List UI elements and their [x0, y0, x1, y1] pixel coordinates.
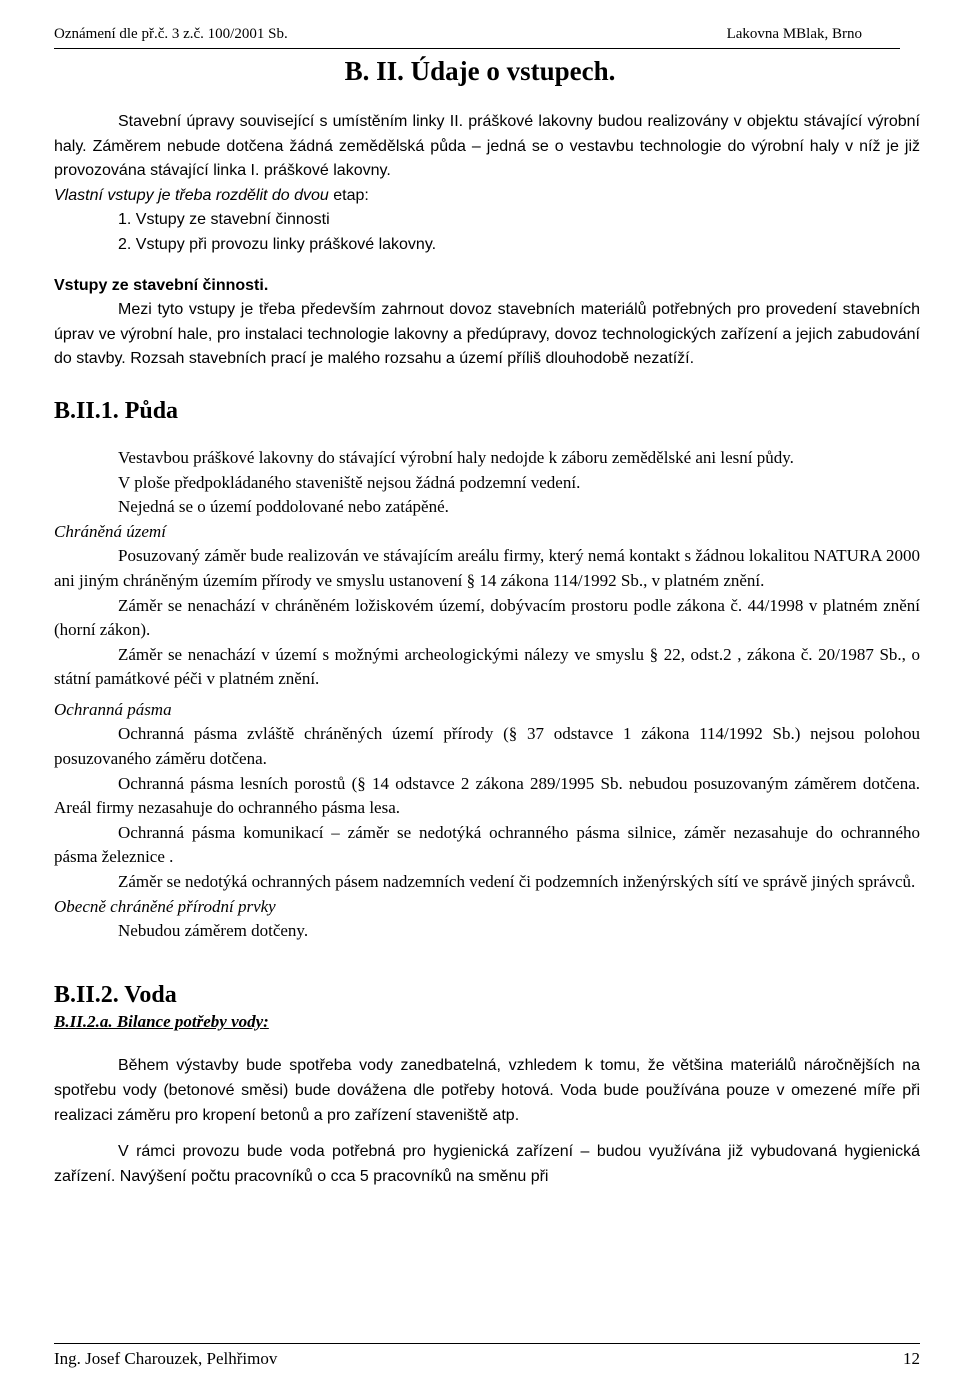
- intro-paragraph: Stavební úpravy související s umístěním linky II. práškové lakovny budou realizovány v objektu stávající výrobní haly. Záměrem nebude dotčena žádná zemědělská půda – jedná se o vestavbu technologie do výrobní haly v níž je již provozována stávající linka I. práškové lakovny.: [54, 113, 920, 180]
- soil-paragraph-9: Ochranná pásma komunikací – záměr se nedotýká ochranného pásma silnice, záměr nezasahuje do ochranného pásma železnice .: [54, 822, 920, 867]
- buffer-zones-heading: Ochranná pásma: [54, 699, 172, 719]
- soil-paragraph-5: Záměr se nenachází v chráněném ložiskovém území, dobývacím prostoru podle zákona č. 44/1998 v platném znění (horní zákon).: [54, 595, 920, 640]
- footer-author: Ing. Josef Charouzek, Pelhřimov: [54, 1349, 278, 1368]
- intro-etapy-rest: etap:: [328, 186, 369, 204]
- header-right: Lakovna MBlak, Brno: [726, 26, 862, 42]
- soil-paragraph-7: Ochranná pásma zvláště chráněných území přírody (§ 37 odstavce 1 zákona 114/1992 Sb.) nejsou polohou posuzovaného záměru dotčena.: [54, 724, 920, 769]
- document-body: [54, 110, 920, 1189]
- soil-paragraph-4: Posuzovaný záměr bude realizován ve stávajícím areálu firmy, který nemá kontakt s žádnou lokalitou NATURA 2000 ani jiným chráněným územím přírody ve smyslu ustanovení § 14 zákona 114/1992 Sb., v platném znění.: [54, 546, 920, 590]
- soil-paragraph-8: Ochranná pásma lesních porostů (§ 14 odstavce 2 zákona 289/1995 Sb. nebudou posuzovaným záměrem dotčena. Areál firmy nezasahuje do ochranného pásma lesa.: [54, 773, 920, 818]
- soil-paragraph-10: Záměr se nedotýká ochranných pásem nadzemních vedení či podzemních inženýrských sítí ve správě jiných správců.: [118, 872, 916, 892]
- footer-rule: [54, 1343, 920, 1344]
- header-left: Oznámení dle př.č. 3 z.č. 100/2001 Sb.: [54, 26, 288, 42]
- header-rule: [54, 48, 900, 49]
- list-item: 2. Vstupy při provozu linky práškové lakovny.: [118, 235, 437, 253]
- etapy-list: [54, 208, 920, 257]
- soil-paragraph-2: V ploše předpokládaného staveniště nejsou žádná podzemní vedení.: [118, 472, 581, 492]
- water-heading: B.II.2. Voda: [54, 981, 177, 1008]
- page-title: B. II. Údaje o vstupech.: [344, 56, 616, 86]
- page-number: 12: [903, 1349, 920, 1368]
- construction-paragraph: Mezi tyto vstupy je třeba především zahrnout dovoz stavebních materiálů potřebných pro provedení stavebních úprav ve výrobní hale, pro instalaci technologie lakovny a předúpravy, dovoz technologických zařízení a jejich zabudování do stavby. Rozsah stavebních prací je malého rozsahu a území příliš dlouhodobě nezatíží.: [54, 301, 920, 368]
- water-paragraph-2: V rámci provozu bude voda potřebná pro hygienická zařízení – budou využívána již vybudovaná hygienická zařízení. Navýšení počtu pracovníků o cca 5 pracovníků na směnu při: [54, 1143, 920, 1185]
- list-item: 1. Vstupy ze stavební činnosti: [118, 211, 330, 229]
- soil-paragraph-6: Záměr se nenachází v území s možnými archeologickými nálezy ve smyslu § 22, odst.2 , zákona č. 20/1987 Sb., o státní památkové péči v platném znění.: [54, 644, 920, 689]
- intro-etapy-italic: Vlastní vstupy je třeba rozdělit do dvou: [54, 186, 329, 204]
- water-subheading: B.II.2.a. Bilance potřeby vody:: [54, 1011, 269, 1031]
- soil-paragraph-1: Vestavbou práškové lakovny do stávající výrobní haly nedojde k záboru zemědělské ani lesní půdy.: [118, 447, 794, 467]
- soil-paragraph-3: Nejedná se o území poddolované nebo zatápěné.: [118, 497, 449, 517]
- soil-paragraph-11: Nebudou záměrem dotčeny.: [118, 921, 309, 941]
- soil-heading: B.II.1. Půda: [54, 397, 179, 424]
- nature-elements-heading: Obecně chráněné přírodní prvky: [54, 896, 276, 916]
- protected-areas-heading: Chráněná území: [54, 521, 166, 541]
- intro-etapy: [54, 184, 920, 209]
- construction-heading: Vstupy ze stavební činnosti.: [54, 276, 269, 294]
- water-paragraph-1: Během výstavby bude spotřeba vody zanedbatelná, vzhledem k tomu, že většina materiálů náročnějších na spotřebu vody (betonové směsi) bude dovážena dle potřeby hotová. Voda bude používána pouze v omezené míře při realizaci záměru pro kropení betonů a pro zařízení staveniště atp.: [54, 1057, 920, 1124]
